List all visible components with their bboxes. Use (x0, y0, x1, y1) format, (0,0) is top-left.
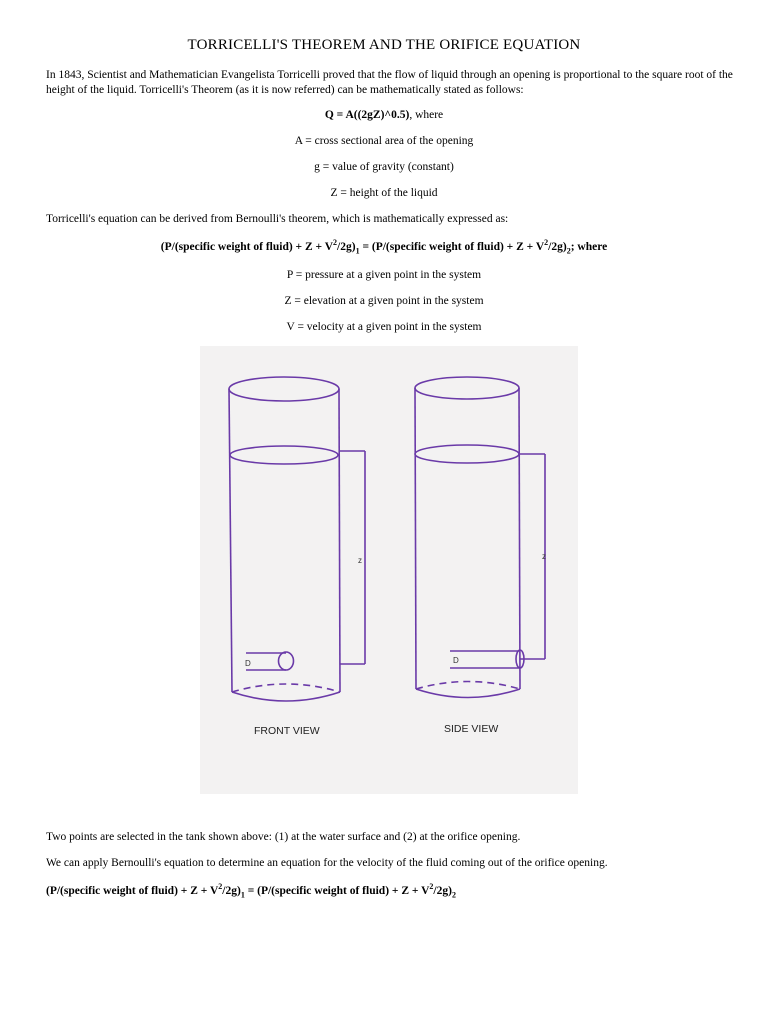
definition-height: Z = height of the liquid (330, 187, 438, 199)
definition-velocity: V = velocity at a given point in the system (286, 321, 482, 333)
tank-diagram (200, 346, 578, 794)
bernoulli-lhs: (P/(specific weight of fluid) + Z + V (160, 241, 334, 253)
front-tank-bottom-hidden (232, 684, 340, 692)
side-d-label: D (453, 656, 459, 665)
front-tank-bottom (232, 692, 340, 701)
front-view-label: FRONT VIEW (254, 725, 320, 737)
intro-paragraph: In 1843, Scientist and Mathematician Evangelista Torricelli proved that the flow of liquid through an opening is proportional to the square root of the height of the liquid. Torricelli's Theorem (as it is now referred) can be mathematically stated as follows: (46, 69, 733, 96)
front-tank-right-wall (339, 389, 340, 692)
front-water-surface (230, 446, 338, 464)
orifice-eq-lhs-end: /2g) (222, 885, 241, 897)
orifice-eq-sup-2: 2 (429, 882, 434, 892)
side-view-label: SIDE VIEW (444, 723, 499, 735)
front-orifice-opening (279, 652, 294, 670)
orifice-eq-rhs-end: /2g) (433, 885, 452, 897)
bernoulli-sub-2: 2 (566, 246, 571, 256)
side-tank-bottom (416, 689, 520, 698)
side-tank-top-rim (415, 377, 519, 399)
orifice-eq-rhs: = (P/(specific weight of fluid) + Z + V (244, 885, 430, 897)
side-tank-left-wall (415, 388, 416, 689)
front-z-label: z (358, 556, 362, 565)
bernoulli-lhs-end: /2g) (337, 241, 356, 253)
torricelli-equation-formula: Q = A((2gZ)^0.5) (324, 109, 410, 121)
torricelli-equation (0, 108, 768, 123)
bernoulli-intro: Torricelli's equation can be derived from Bernoulli's theorem, which is mathematically expressed as: (46, 213, 509, 225)
orifice-bernoulli-equation (46, 884, 736, 899)
definition-pressure: P = pressure at a given point in the system (286, 269, 482, 281)
definition-elevation: Z = elevation at a given point in the system (284, 295, 484, 307)
torricelli-equation-where: , where (409, 109, 444, 121)
orifice-eq-sub-1: 1 (240, 890, 245, 900)
side-tank-right-wall (519, 388, 520, 689)
bernoulli-equation (0, 240, 768, 255)
bernoulli-rhs-end: /2g) (548, 241, 567, 253)
front-tank-top-rim (229, 377, 339, 401)
bernoulli-rhs: = (P/(specific weight of fluid) + Z + V (359, 241, 545, 253)
definition-gravity: g = value of gravity (constant) (314, 161, 454, 173)
orifice-eq-sub-2: 2 (451, 890, 456, 900)
points-paragraph: Two points are selected in the tank shown above: (1) at the water surface and (2) at the orifice opening. (46, 831, 521, 843)
side-z-label: z (542, 552, 546, 561)
definition-area: A = cross sectional area of the opening (294, 135, 474, 147)
bernoulli-sup-1: 2 (333, 238, 338, 248)
bernoulli-sub-1: 1 (355, 246, 360, 256)
orifice-eq-lhs: (P/(specific weight of fluid) + Z + V (46, 885, 219, 897)
side-water-surface (415, 445, 519, 463)
orifice-eq-sup-1: 2 (218, 882, 223, 892)
side-tank-bottom-hidden (416, 682, 520, 690)
front-d-label: D (245, 659, 251, 668)
document-title: TORRICELLI'S THEOREM AND THE ORIFICE EQUATION (187, 37, 581, 53)
bernoulli-sup-2: 2 (544, 238, 549, 248)
front-tank-left-wall (229, 389, 232, 692)
apply-paragraph: We can apply Bernoulli's equation to determine an equation for the velocity of the fluid coming out of the orifice opening. (46, 857, 608, 869)
bernoulli-where: ; where (570, 241, 608, 253)
